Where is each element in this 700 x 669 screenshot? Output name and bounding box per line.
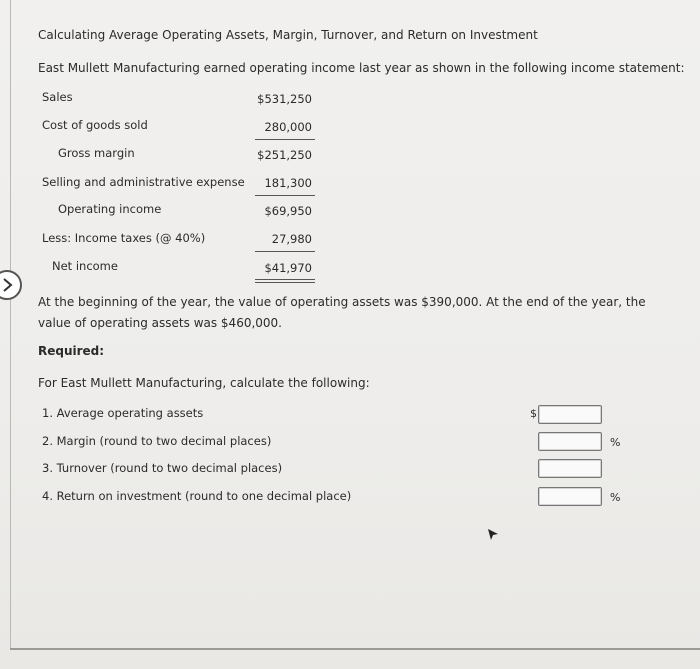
intro-text: East Mullett Manufacturing earned operating income last year as shown in the following income statement: [38,61,685,75]
income-taxes-label: Less: Income taxes (@ 40%) [42,231,206,245]
expand-arrow-button[interactable] [0,270,22,300]
gross-margin-value: $251,250 [257,148,312,162]
turnover-input[interactable] [538,459,602,478]
income-taxes-value: 27,980 [271,232,312,246]
double-underline [255,282,315,283]
operating-income-value: $69,950 [264,204,312,218]
bottom-border [10,648,700,650]
question-turnover: 3. Turnover (round to two decimal places) [42,461,283,475]
percent-suffix: % [610,436,621,449]
left-border [10,0,11,650]
average-operating-assets-input[interactable] [538,405,602,424]
mouse-cursor-icon [487,528,499,542]
net-income-label: Net income [52,259,118,273]
sales-label: Sales [42,90,73,104]
required-heading: Required: [38,344,105,358]
instruction-text: For East Mullett Manufacturing, calculate the following: [38,376,370,390]
dollar-prefix: $ [530,407,537,420]
question-return-on-investment: 4. Return on investment (round to one decimal place) [42,489,352,503]
question-margin: 2. Margin (round to two decimal places) [42,434,272,448]
underline [255,251,315,252]
percent-suffix: % [610,491,621,504]
operating-income-label: Operating income [58,202,162,216]
underline [255,195,315,196]
net-income-value: $41,970 [264,261,312,275]
sales-value: $531,250 [257,92,312,106]
gross-margin-label: Gross margin [58,146,135,160]
cogs-label: Cost of goods sold [42,118,148,132]
operating-assets-paragraph: At the beginning of the year, the value of operating assets was $390,000. At the end of the year, the value of operating assets was $460,000. [38,295,646,330]
double-underline [255,279,315,280]
roi-input[interactable] [538,487,602,506]
margin-input[interactable] [538,432,602,451]
question-average-operating-assets: 1. Average operating assets [42,406,204,420]
sga-value: 181,300 [264,176,312,190]
underline [255,139,315,140]
chevron-right-icon [3,278,13,292]
problem-title: Calculating Average Operating Assets, Margin, Turnover, and Return on Investment [38,28,538,42]
cogs-value: 280,000 [264,120,312,134]
sga-label: Selling and administrative expense [42,175,245,189]
